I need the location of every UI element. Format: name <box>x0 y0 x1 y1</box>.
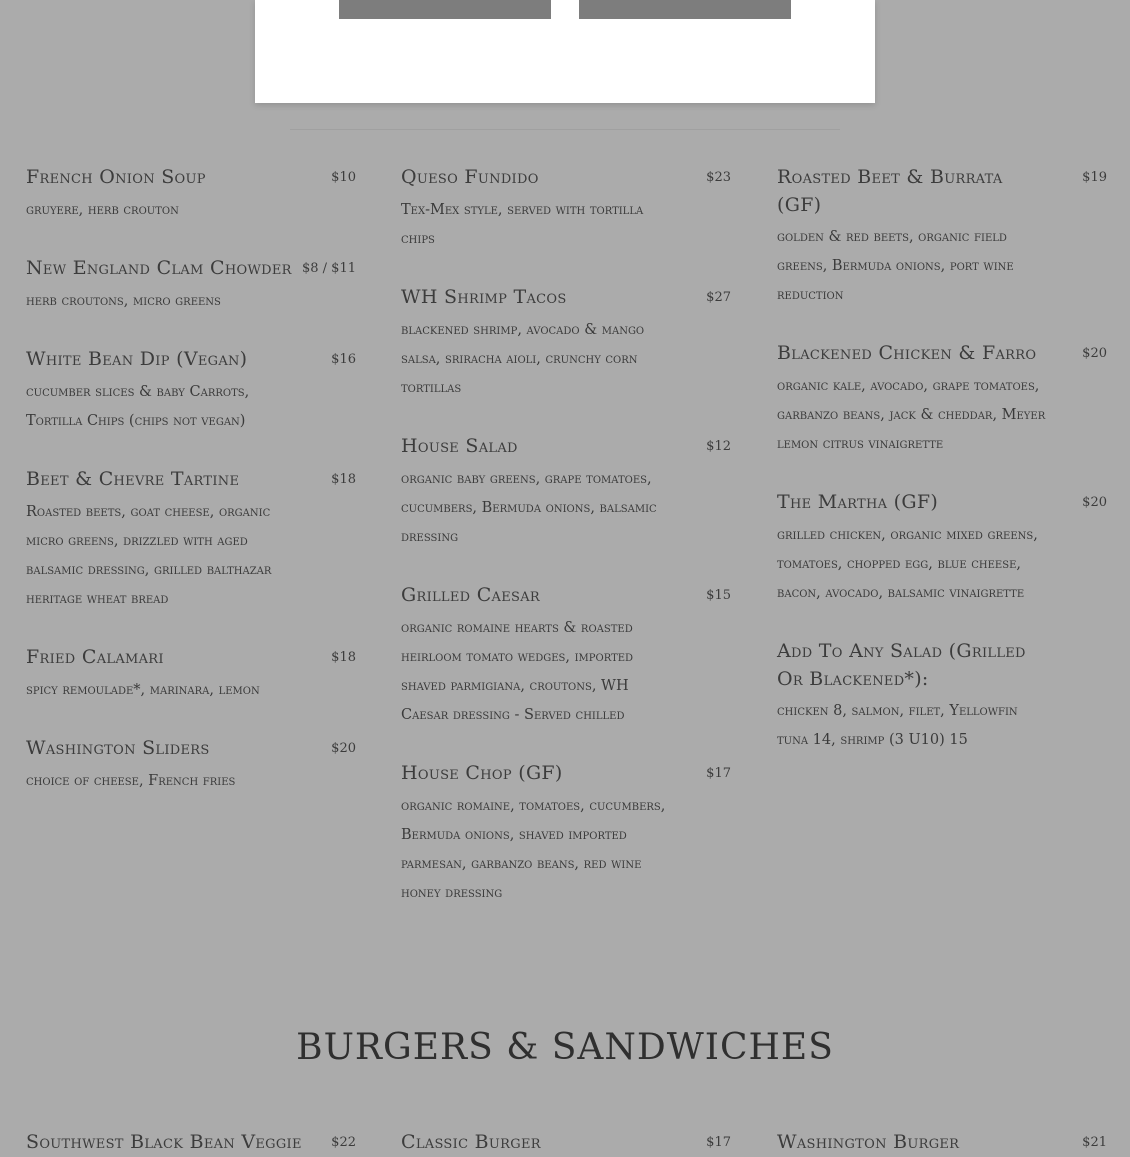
item-description: gruyere, herb crouton <box>26 202 179 218</box>
menu-item <box>401 759 731 908</box>
menu-item <box>777 637 1107 755</box>
item-header <box>401 283 731 312</box>
item-name: New England Clam Chowder <box>26 257 292 279</box>
menu-item <box>777 163 1107 310</box>
item-description: organic baby greens, grape tomatoes, cucumbers, Bermuda onions, balsamic dressing <box>401 471 657 545</box>
item-description: grilled chicken, organic mixed greens, tomatoes, chopped egg, blue cheese, bacon, avocado, balsamic vinaigrette <box>777 527 1038 601</box>
divider <box>290 129 840 130</box>
item-name: Grilled Caesar <box>401 584 541 606</box>
item-header <box>401 759 731 788</box>
item-price: $10 <box>331 170 356 185</box>
item-header <box>26 465 356 494</box>
item-header <box>401 163 731 192</box>
item-header <box>777 163 1107 219</box>
item-name: House Salad <box>401 435 518 457</box>
item-name: Roasted Beet & Burrata (GF) <box>777 166 1003 216</box>
item-name: White Bean Dip (Vegan) <box>26 348 248 370</box>
menu-item <box>401 1128 731 1157</box>
item-name: Add To Any Salad (Grilled Or Blackened*): <box>777 640 1026 690</box>
menu-item <box>26 1128 356 1157</box>
item-name: Fried Calamari <box>26 646 164 668</box>
menu-item <box>26 465 356 614</box>
menu-item <box>26 734 356 796</box>
item-name: Washington Burger <box>777 1131 960 1153</box>
item-header <box>777 339 1107 368</box>
item-price: $20 <box>1082 346 1107 361</box>
item-description: golden & red beets, organic field greens, Bermuda onions, port wine reduction <box>777 229 1014 303</box>
menu-item <box>26 254 356 316</box>
item-header <box>26 734 356 763</box>
item-header <box>26 163 356 192</box>
item-header <box>26 345 356 374</box>
menu-item <box>777 1128 1107 1157</box>
item-header <box>26 254 356 283</box>
item-description: organic romaine hearts & roasted heirloom tomato wedges, imported shaved parmigiana, croutons, WH Caesar dressing - Served chilled <box>401 620 634 723</box>
item-price: $21 <box>1082 1135 1107 1150</box>
item-description: choice of cheese, French fries <box>26 773 236 789</box>
item-name: Southwest Black Bean Veggie <box>26 1131 302 1153</box>
item-price: $20 <box>1082 495 1107 510</box>
item-price: $20 <box>331 741 356 756</box>
menu-item <box>26 345 356 436</box>
item-description: blackened shrimp, avocado & mango salsa, sriracha aioli, crunchy corn tortillas <box>401 322 645 396</box>
item-name: Queso Fundido <box>401 166 539 188</box>
menu-column-3 <box>777 163 1107 784</box>
item-price: $16 <box>331 352 356 367</box>
menu-item <box>401 283 731 403</box>
menu-item <box>26 643 356 705</box>
item-description: spicy remoulade*, marinara, lemon <box>26 682 260 698</box>
item-price: $18 <box>331 472 356 487</box>
menu-item <box>777 339 1107 459</box>
section-title: BURGERS & SANDWICHES <box>296 1027 834 1068</box>
menu-column-1 <box>26 163 356 825</box>
item-name: Blackened Chicken & Farro <box>777 342 1037 364</box>
menu-item <box>777 488 1107 608</box>
item-header <box>777 488 1107 517</box>
item-header <box>26 643 356 672</box>
item-price: $17 <box>706 766 731 781</box>
item-price: $8 / $11 <box>302 261 356 276</box>
item-price: $17 <box>706 1135 731 1150</box>
item-name: French Onion Soup <box>26 166 206 188</box>
menu-item <box>401 163 731 254</box>
item-description: cucumber slices & baby Carrots, Tortilla Chips (chips not vegan) <box>26 384 250 429</box>
item-name: WH Shrimp Tacos <box>401 286 567 308</box>
menu-column-2 <box>401 163 731 937</box>
item-description: organic kale, avocado, grape tomatoes, garbanzo beans, jack & cheddar, Meyer lemon citrus vinaigrette <box>777 378 1046 452</box>
item-header <box>401 581 731 610</box>
item-description: Roasted beets, goat cheese, organic micro greens, drizzled with aged balsamic dressing, grilled balthazar heritage wheat bread <box>26 504 272 607</box>
modal-dialog <box>255 0 875 103</box>
item-description: organic romaine, tomatoes, cucumbers, Bermuda onions, shaved imported parmesan, garbanzo beans, red wine honey dressing <box>401 798 666 901</box>
item-price: $23 <box>706 170 731 185</box>
item-price: $22 <box>331 1135 356 1150</box>
menu-item <box>401 581 731 730</box>
item-description: herb croutons, micro greens <box>26 293 221 309</box>
menu-item <box>401 432 731 552</box>
item-price: $15 <box>706 588 731 603</box>
item-name: Beet & Chevre Tartine <box>26 468 240 490</box>
modal-action-button-right[interactable] <box>579 0 791 19</box>
item-price: $12 <box>706 439 731 454</box>
menu-item <box>26 163 356 225</box>
item-header <box>777 637 1107 693</box>
item-price: $18 <box>331 650 356 665</box>
item-name: The Martha (GF) <box>777 491 939 513</box>
item-name: House Chop (GF) <box>401 762 563 784</box>
item-description: chicken 8, salmon, filet, Yellowfin tuna 14, shrimp (3 U10) 15 <box>777 703 1018 748</box>
item-name: Classic Burger <box>401 1131 541 1153</box>
item-description: Tex-Mex style, served with tortilla chips <box>401 202 644 247</box>
modal-action-button-left[interactable] <box>339 0 551 19</box>
item-header <box>401 432 731 461</box>
item-price: $27 <box>706 290 731 305</box>
item-price: $19 <box>1082 170 1107 185</box>
item-name: Washington Sliders <box>26 737 210 759</box>
